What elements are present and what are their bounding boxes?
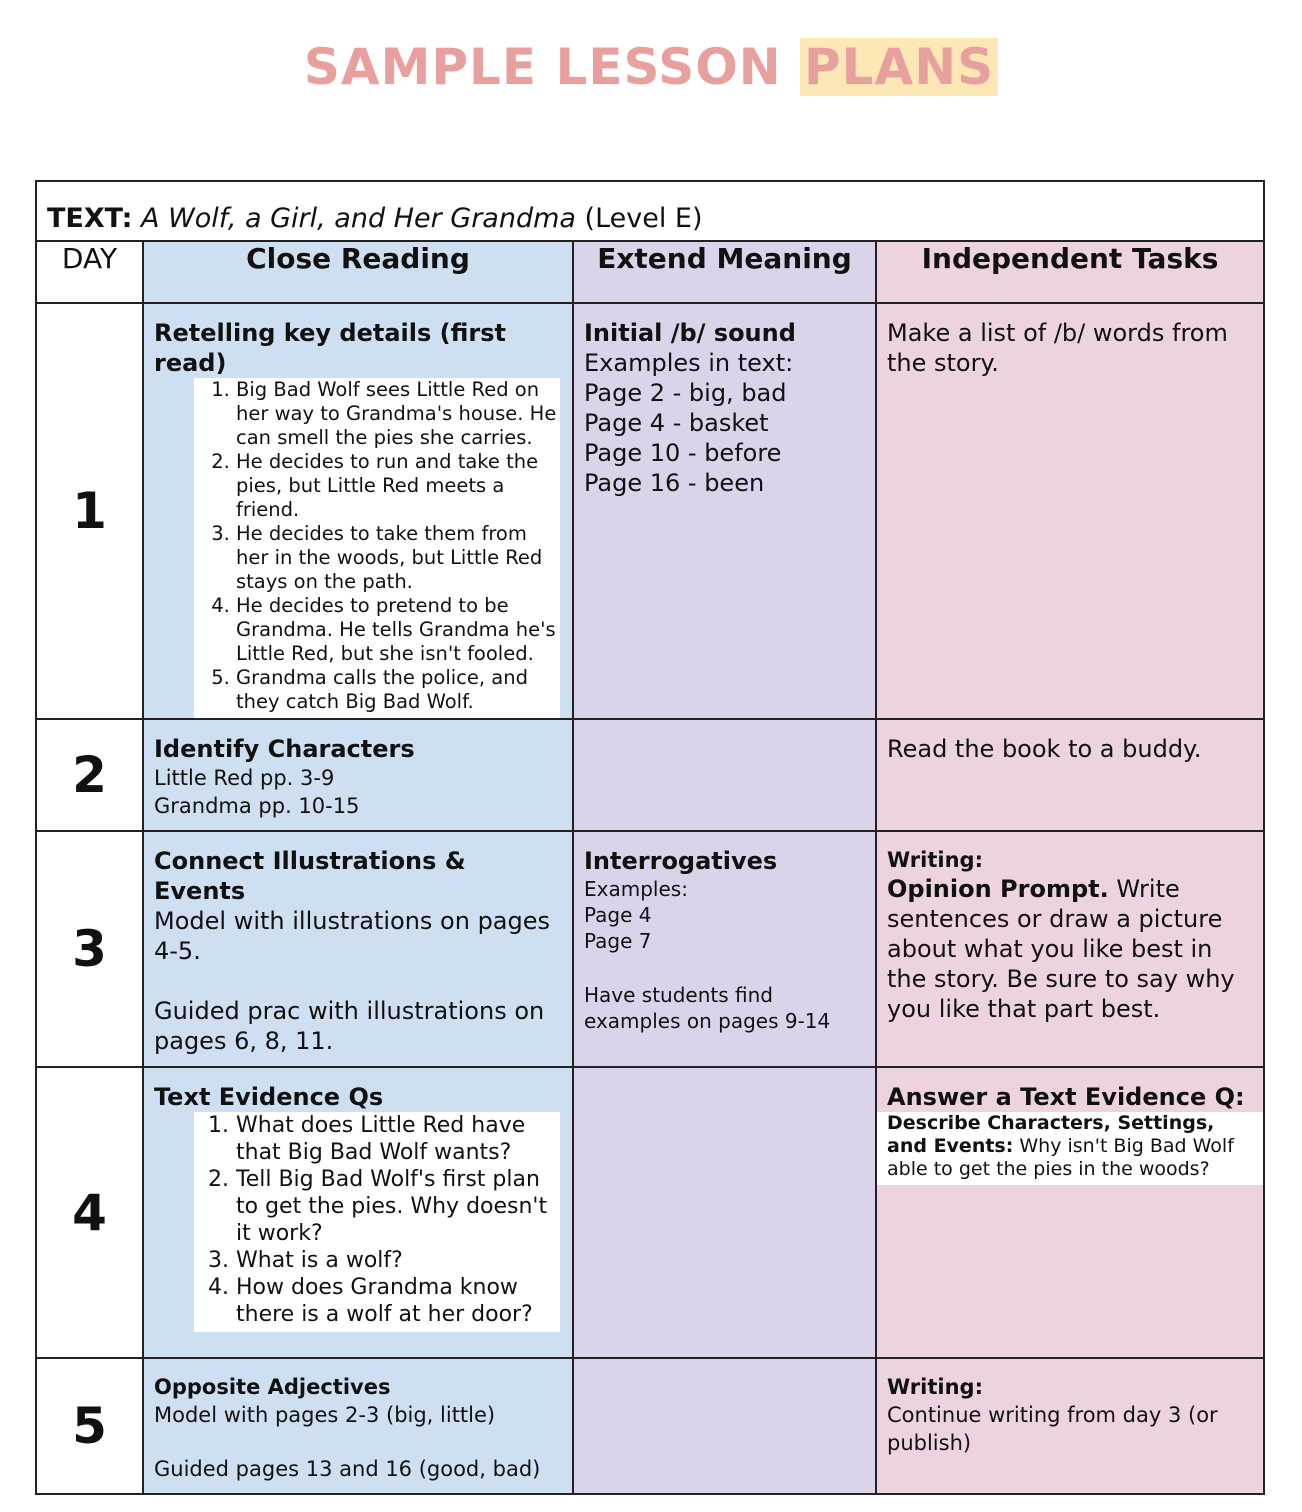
day-row-1 — [36, 303, 1264, 719]
independent-heading: Answer a Text Evidence Q: — [887, 1083, 1245, 1111]
book-level: (Level E) — [584, 202, 703, 234]
list-item: 1. What does Little Red have that Big Bad Wolf wants? — [236, 1112, 560, 1166]
extend-line: Page 4 — [584, 903, 652, 927]
extend-meaning-cell — [573, 719, 876, 831]
extend-meaning-cell — [573, 1067, 876, 1358]
close-paragraph: Guided prac with illustrations on pages 6, 8, 11. — [154, 997, 545, 1055]
list-item: 1. Big Bad Wolf sees Little Red on her way to Grandma's house. He can smell the pies she carries. — [236, 378, 560, 450]
extend-meaning-cell — [573, 303, 876, 719]
extend-line: Page 4 - basket — [584, 409, 769, 437]
independent-text: Why isn't Big Bad Wolf able to get the pies in the woods? — [887, 1135, 1234, 1180]
day-row-3 — [36, 831, 1264, 1067]
close-heading: Identify Characters — [154, 735, 415, 763]
close-heading: Connect Illustrations & Events — [154, 847, 466, 905]
independent-tasks-cell — [876, 831, 1264, 1067]
title-highlight: PLANS — [800, 38, 998, 96]
close-paragraph: Model with pages 2-3 (big, little) — [154, 1403, 496, 1427]
day-number: 3 — [36, 831, 143, 1067]
day-number: 1 — [36, 303, 143, 719]
close-reading-cell — [143, 1358, 573, 1494]
independent-tasks-cell — [876, 303, 1264, 719]
extend-meaning-cell — [573, 1358, 876, 1494]
close-reading-cell — [143, 303, 573, 719]
day-row-5 — [36, 1358, 1264, 1494]
day-number: 5 — [36, 1358, 143, 1494]
extend-line: Examples: — [584, 877, 688, 901]
independent-tasks-cell — [876, 1358, 1264, 1494]
close-reading-cell — [143, 719, 573, 831]
close-line: Little Red pp. 3-9 — [154, 766, 335, 790]
evidence-question-box — [877, 1112, 1263, 1185]
day-number: 2 — [36, 719, 143, 831]
extend-heading: Interrogatives — [584, 847, 778, 875]
header-day: DAY — [36, 241, 143, 303]
header-close-reading: Close Reading — [143, 241, 573, 303]
lesson-plan-table — [35, 180, 1265, 1495]
text-row — [36, 181, 1264, 241]
extend-line: Page 7 — [584, 929, 652, 953]
close-paragraph: Guided pages 13 and 16 (good, bad) — [154, 1457, 541, 1481]
list-item: 2. He decides to run and take the pies, but Little Red meets a friend. — [236, 450, 560, 522]
text-cell — [36, 181, 1264, 241]
title-main: SAMPLE LESSON — [303, 38, 801, 96]
list-item: 2. Tell Big Bad Wolf's first plan to get the pies. Why doesn't it work? — [236, 1166, 560, 1247]
prompt-label: Opinion Prompt. — [887, 875, 1109, 903]
day-row-4 — [36, 1067, 1264, 1358]
text-label: TEXT: — [47, 202, 133, 234]
independent-heading: Writing: — [887, 1375, 983, 1399]
header-extend-meaning: Extend Meaning — [573, 241, 876, 303]
independent-tasks-cell — [876, 1067, 1264, 1358]
list-item: 4. How does Grandma know there is a wolf at her door? — [236, 1274, 560, 1328]
close-reading-cell — [143, 1067, 573, 1358]
retelling-list-box — [194, 378, 560, 718]
book-title: A Wolf, a Girl, and Her Grandma — [141, 202, 576, 234]
questions-list-box — [194, 1112, 560, 1332]
independent-tasks-cell — [876, 719, 1264, 831]
close-reading-cell — [143, 831, 573, 1067]
extend-line: Page 2 - big, bad — [584, 379, 787, 407]
extend-meaning-cell — [573, 831, 876, 1067]
day-number: 4 — [36, 1067, 143, 1358]
list-item: 5. Grandma calls the police, and they catch Big Bad Wolf. — [236, 666, 560, 714]
extend-line: Examples in text: — [584, 349, 794, 377]
header-independent-tasks: Independent Tasks — [876, 241, 1264, 303]
header-row — [36, 241, 1264, 303]
day-row-2 — [36, 719, 1264, 831]
close-heading: Retelling key details (first read) — [154, 319, 506, 377]
independent-text: Write sentences or draw a picture about what you like best in the story. Be sure to say why you like that part best. — [887, 875, 1235, 1023]
independent-text: Make a list of /b/ words from the story. — [887, 319, 1228, 377]
close-paragraph: Model with illustrations on pages 4-5. — [154, 907, 551, 965]
list-item: 3. What is a wolf? — [236, 1247, 560, 1274]
extend-heading: Initial /b/ sound — [584, 319, 796, 347]
extend-line: Page 10 - before — [584, 439, 782, 467]
extend-line: Page 16 - been — [584, 469, 765, 497]
extend-paragraph: Have students find examples on pages 9-14 — [584, 983, 831, 1033]
questions-list — [194, 1112, 560, 1328]
close-heading: Text Evidence Qs — [154, 1083, 384, 1111]
close-line: Grandma pp. 10-15 — [154, 794, 360, 818]
independent-text: Continue writing from day 3 (or publish) — [887, 1403, 1218, 1455]
page-title — [0, 30, 1302, 104]
list-item: 3. He decides to take them from her in the woods, but Little Red stays on the path. — [236, 522, 560, 594]
list-item: 4. He decides to pretend to be Grandma. He tells Grandma he's Little Red, but she isn't fooled. — [236, 594, 560, 666]
independent-text: Read the book to a buddy. — [887, 735, 1202, 763]
close-heading: Opposite Adjectives — [154, 1375, 391, 1399]
question-label: Describe Characters, Settings, and Events: — [887, 1112, 1215, 1157]
independent-heading: Writing: — [887, 848, 983, 872]
retelling-list — [194, 378, 560, 714]
